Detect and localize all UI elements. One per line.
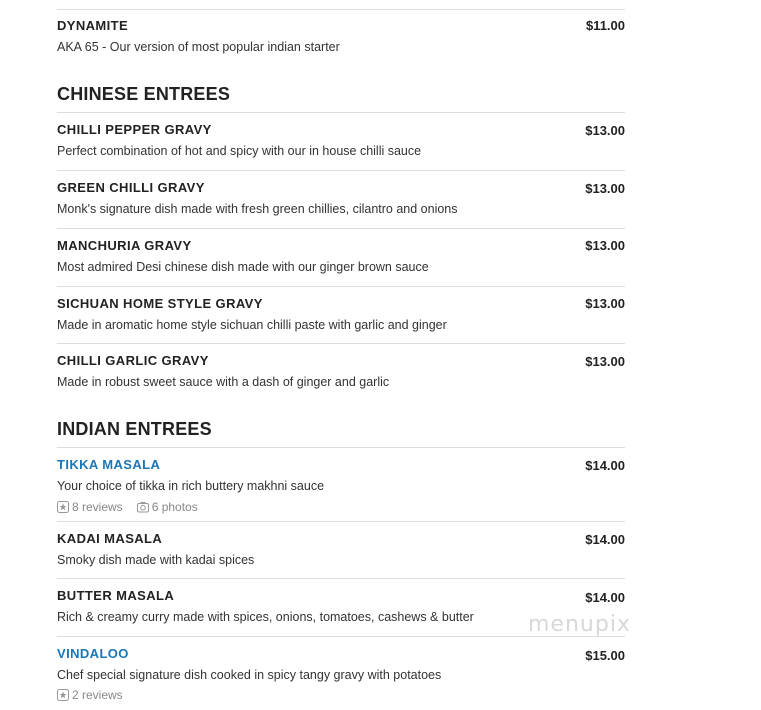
item-price: $11.00 xyxy=(585,18,625,33)
star-icon xyxy=(57,689,69,701)
item-description: Chef special signature dish cooked in spicy tangy gravy with potatoes xyxy=(57,668,442,682)
item-name: CHILLI GARLIC GRAVY xyxy=(57,353,209,368)
top-divider xyxy=(57,9,625,10)
reviews-count: 2 reviews xyxy=(72,688,123,702)
menupix-watermark: menupix xyxy=(528,612,631,637)
item-meta xyxy=(57,500,198,514)
item-description: Made in robust sweet sauce with a dash of ginger and garlic xyxy=(57,375,390,389)
menu-item xyxy=(57,343,625,401)
menu-item xyxy=(57,170,625,228)
item-price: $13.00 xyxy=(585,354,625,369)
item-price: $13.00 xyxy=(585,296,625,311)
section-title-indian: INDIAN ENTREES xyxy=(57,419,212,439)
item-price: $13.00 xyxy=(585,123,625,138)
photos-count: 6 photos xyxy=(151,500,198,514)
item-description: AKA 65 - Our version of most popular indian starter xyxy=(57,40,340,54)
item-name: KADAI MASALA xyxy=(57,531,163,546)
item-name: MANCHURIA GRAVY xyxy=(57,238,192,253)
item-price: $14.00 xyxy=(585,590,625,605)
item-name-link[interactable]: TIKKA MASALA xyxy=(57,457,161,472)
item-name: DYNAMITE xyxy=(57,18,129,33)
reviews-link[interactable] xyxy=(57,500,123,514)
item-description: Perfect combination of hot and spicy with our in house chilli sauce xyxy=(57,144,422,158)
item-price: $15.00 xyxy=(585,648,625,663)
item-description: Your choice of tikka in rich buttery makhni sauce xyxy=(57,479,325,493)
item-meta xyxy=(57,688,123,702)
item-name: CHILLI PEPPER GRAVY xyxy=(57,122,212,137)
reviews-count: 8 reviews xyxy=(72,500,123,514)
item-description: Monk's signature dish made with fresh green chillies, cilantro and onions xyxy=(57,202,458,216)
section-title-chinese: CHINESE ENTREES xyxy=(57,84,231,104)
item-price: $13.00 xyxy=(585,238,625,253)
item-name: BUTTER MASALA xyxy=(57,588,175,603)
item-description: Made in aromatic home style sichuan chilli paste with garlic and ginger xyxy=(57,318,447,332)
menu-item xyxy=(57,447,625,521)
item-price: $14.00 xyxy=(585,458,625,473)
item-price: $14.00 xyxy=(585,532,625,547)
menu-item xyxy=(57,521,625,579)
menu-item xyxy=(57,636,625,710)
star-icon xyxy=(57,501,69,513)
menu-item xyxy=(57,18,625,58)
menu-item xyxy=(57,112,625,170)
item-name: GREEN CHILLI GRAVY xyxy=(57,180,205,195)
item-name: SICHUAN HOME STYLE GRAVY xyxy=(57,296,263,311)
item-description: Most admired Desi chinese dish made with our ginger brown sauce xyxy=(57,260,429,274)
item-description: Smoky dish made with kadai spices xyxy=(57,553,255,567)
menu-item xyxy=(57,286,625,344)
item-name-link[interactable]: VINDALOO xyxy=(57,646,129,661)
menu-item xyxy=(57,228,625,286)
reviews-link[interactable] xyxy=(57,688,123,702)
item-description: Rich & creamy curry made with spices, onions, tomatoes, cashews & butter xyxy=(57,610,474,624)
camera-icon xyxy=(137,501,149,513)
item-price: $13.00 xyxy=(585,181,625,196)
photos-link[interactable] xyxy=(137,500,198,514)
